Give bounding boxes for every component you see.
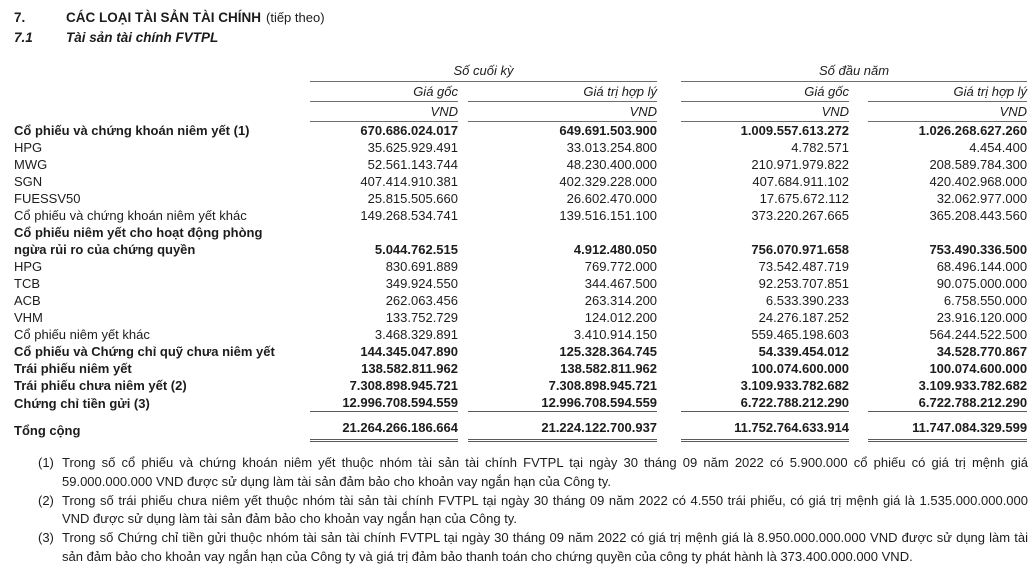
row-label: Chứng chỉ tiền gửi (3) xyxy=(14,395,150,411)
row-value: 6.722.788.212.290 xyxy=(740,395,850,410)
table-row xyxy=(14,377,1027,394)
row-value: 649.691.503.900 xyxy=(559,123,658,138)
row-value: 68.496.144.000 xyxy=(936,259,1028,274)
row-value: 5.044.762.515 xyxy=(374,242,458,257)
total-label: Tổng cộng xyxy=(14,422,81,438)
row-value: 138.582.811.962 xyxy=(361,361,458,376)
row-value: 25.815.505.660 xyxy=(367,191,458,206)
footnote-text: Trong số Chứng chỉ tiền gửi thuộc nhóm tài sản tài chính FVTPL tại ngày 30 tháng 09 năm 2022 có giá trị mệnh giá là 8.950.000.000.000 VND được sử dụng làm tài sản đảm bảo cho khoản vay ngắn hạn của Công ty và giá trị đảm bảo thanh toán cho chứng quyền của công ty phát hành là 373.400.000.000 VND. xyxy=(62,530,1028,564)
table-row xyxy=(14,343,1027,360)
row-value: 54.339.454.012 xyxy=(758,344,850,359)
section-heading xyxy=(14,8,1028,28)
row-value: 6.722.788.212.290 xyxy=(918,395,1028,410)
row-value: 6.533.390.233 xyxy=(765,293,850,308)
row-label: TCB xyxy=(14,276,40,291)
footnote-marker: (3) xyxy=(38,530,54,546)
table-row xyxy=(14,326,1027,343)
row-value: 4.912.480.050 xyxy=(573,242,658,257)
table-row xyxy=(14,258,1027,275)
column-header-fair-value-begin: Giá trị hợp lý xyxy=(868,82,1027,102)
row-value: 48.230.400.000 xyxy=(566,157,658,172)
row-value: 12.996.708.594.559 xyxy=(342,395,458,410)
row-value: 407.414.910.381 xyxy=(360,174,458,189)
footnote-marker: (1) xyxy=(38,455,54,470)
row-value: 753.490.336.500 xyxy=(929,242,1028,257)
row-value: 3.109.933.782.682 xyxy=(918,378,1028,393)
row-value: 52.561.143.744 xyxy=(367,157,458,172)
fvtpl-assets-table xyxy=(14,61,1027,442)
row-value: 407.684.911.102 xyxy=(752,174,850,189)
row-value: 90.075.000.000 xyxy=(936,276,1028,291)
row-value: 17.675.672.112 xyxy=(759,191,850,206)
table-row xyxy=(14,173,1027,190)
footnote-item xyxy=(14,529,1028,567)
row-value: 12.996.708.594.559 xyxy=(541,395,658,410)
row-value: 756.070.971.658 xyxy=(751,242,850,257)
column-header-fair-value-end: Giá trị hợp lý xyxy=(468,82,657,102)
row-value: 125.328.364.745 xyxy=(559,344,658,359)
row-value: 365.208.443.560 xyxy=(929,208,1028,223)
unit-label: VND xyxy=(868,102,1027,122)
column-header-cost-begin: Giá gốc xyxy=(681,82,849,102)
row-value: 3.468.329.891 xyxy=(374,327,458,342)
row-value: 4.782.571 xyxy=(791,140,850,155)
footnote-text: Trong số cổ phiếu và chứng khoán niêm yết thuộc nhóm tài sản tài chính FVTPL tại ngày 30 tháng 09 năm 2022 có 5.900.000 cổ phiếu có giá trị mệnh giá 59.000.000.000 VND được sử dụng làm tài sản đảm bảo cho khoản vay ngắn hạn của Công ty. xyxy=(62,455,1028,489)
row-value: 263.314.200 xyxy=(584,293,658,308)
row-label: ACB xyxy=(14,293,41,308)
row-value: 144.345.047.890 xyxy=(360,344,458,359)
row-value: 7.308.898.945.721 xyxy=(349,378,458,393)
row-value: 26.602.470.000 xyxy=(566,191,658,206)
row-value: 420.402.968.000 xyxy=(929,174,1028,189)
row-value: 559.465.198.603 xyxy=(751,327,850,342)
row-label: SGN xyxy=(14,174,43,189)
subsection-title: Tài sản tài chính FVTPL xyxy=(66,30,219,45)
row-value: 3.109.933.782.682 xyxy=(740,378,850,393)
section-title-suffix: (tiếp theo) xyxy=(266,10,325,25)
subsection-heading xyxy=(14,28,1028,48)
table-row xyxy=(14,190,1027,207)
row-value: 830.691.889 xyxy=(385,259,458,274)
row-value: 7.308.898.945.721 xyxy=(548,378,658,393)
row-label: Cổ phiếu và Chứng chỉ quỹ chưa niêm yết xyxy=(14,344,275,359)
total-value: 11.747.084.329.599 xyxy=(868,412,1027,441)
row-label: Trái phiếu niêm yết xyxy=(14,361,132,376)
footnote-text: Trong số trái phiếu chưa niêm yết thuộc nhóm tài sản tài chính FVTPL tại ngày 30 tháng 09 năm 2022 có 4.550 trái phiếu, có giá trị mệnh giá là 1.535.000.000.000 VND được sử dụng làm tài sản đảm bảo cho khoản vay ngắn hạn của Công ty. xyxy=(62,492,1028,527)
table-row xyxy=(14,224,1027,258)
row-value: 133.752.729 xyxy=(385,310,458,325)
column-header-cost-end: Giá gốc xyxy=(310,82,458,102)
row-label: MWG xyxy=(14,157,48,172)
row-value: 4.454.400 xyxy=(969,140,1028,155)
row-value: 769.772.000 xyxy=(584,259,658,274)
row-value: 33.013.254.800 xyxy=(566,140,658,155)
table-row xyxy=(14,292,1027,309)
period-header-end-of-period: Số cuối kỳ xyxy=(310,61,657,82)
table-row xyxy=(14,156,1027,173)
table-row xyxy=(14,122,1027,140)
total-value: 21.224.122.700.937 xyxy=(468,412,657,441)
row-label: Cổ phiếu niêm yết khác xyxy=(14,327,150,342)
row-value: 34.528.770.867 xyxy=(936,344,1028,359)
total-row xyxy=(14,412,1027,441)
row-label: Cổ phiếu và chứng khoán niêm yết khác xyxy=(14,208,247,223)
row-label: VHM xyxy=(14,310,43,325)
total-value: 21.264.266.186.664 xyxy=(310,412,458,441)
table-body xyxy=(14,122,1027,412)
row-value: 92.253.707.851 xyxy=(758,276,850,291)
row-value: 35.625.929.491 xyxy=(367,140,458,155)
row-value: 100.074.600.000 xyxy=(751,361,850,376)
row-value: 3.410.914.150 xyxy=(573,327,658,342)
row-value: 138.582.811.962 xyxy=(560,361,658,376)
row-value: 373.220.267.665 xyxy=(751,208,850,223)
footnotes xyxy=(14,454,1028,567)
footnote-item xyxy=(14,454,1028,492)
row-value: 100.074.600.000 xyxy=(929,361,1028,376)
row-label: Trái phiếu chưa niêm yết (2) xyxy=(14,378,187,393)
row-value: 1.026.268.627.260 xyxy=(918,123,1028,138)
row-value: 210.971.979.822 xyxy=(751,157,850,172)
row-value: 349.924.550 xyxy=(385,276,458,291)
row-value: 564.244.522.500 xyxy=(929,327,1028,342)
row-value: 6.758.550.000 xyxy=(943,293,1028,308)
section-number: 7. xyxy=(14,10,26,25)
row-label: FUESSV50 xyxy=(14,191,81,206)
period-header-beginning-of-year: Số đầu năm xyxy=(681,61,1027,82)
row-label: Cổ phiếu niêm yết cho hoạt động phòng ngừa rủi ro của chứng quyền xyxy=(14,225,263,257)
row-value: 344.467.500 xyxy=(584,276,658,291)
footnote-item xyxy=(14,492,1028,530)
row-value: 402.329.228.000 xyxy=(559,174,658,189)
table-row xyxy=(14,309,1027,326)
unit-label: VND xyxy=(310,102,458,122)
row-value: 139.516.151.100 xyxy=(559,208,658,223)
table-row xyxy=(14,139,1027,156)
table-row xyxy=(14,207,1027,224)
subsection-number: 7.1 xyxy=(14,30,33,45)
section-title: CÁC LOẠI TÀI SẢN TÀI CHÍNH xyxy=(66,10,261,25)
row-label: HPG xyxy=(14,259,43,274)
row-value: 1.009.557.613.272 xyxy=(740,123,850,138)
row-value: 32.062.977.000 xyxy=(936,191,1028,206)
table-row xyxy=(14,275,1027,292)
row-value: 149.268.534.741 xyxy=(360,208,458,223)
row-label: Cổ phiếu và chứng khoán niêm yết (1) xyxy=(14,123,250,138)
table-row xyxy=(14,360,1027,377)
row-value: 670.686.024.017 xyxy=(360,123,458,138)
row-value: 23.916.120.000 xyxy=(936,310,1028,325)
row-value: 124.012.200 xyxy=(584,310,658,325)
row-value: 73.542.487.719 xyxy=(758,259,850,274)
row-value: 208.589.784.300 xyxy=(929,157,1028,172)
footnote-marker: (2) xyxy=(38,492,54,508)
table-row xyxy=(14,394,1027,412)
row-label: HPG xyxy=(14,140,43,155)
unit-label: VND xyxy=(468,102,657,122)
row-value: 262.063.456 xyxy=(385,293,458,308)
unit-label: VND xyxy=(681,102,849,122)
total-value: 11.752.764.633.914 xyxy=(681,412,849,441)
row-value: 24.276.187.252 xyxy=(758,310,850,325)
